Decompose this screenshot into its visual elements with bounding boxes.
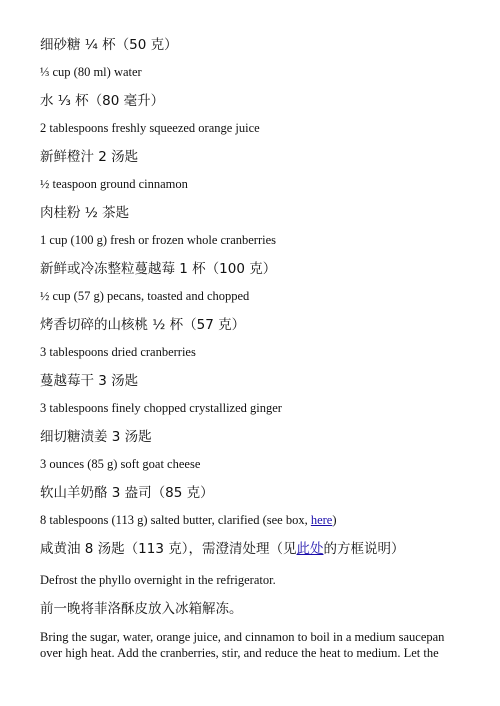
step-defrost-en: Defrost the phyllo overnight in the refrigerator. xyxy=(40,573,276,587)
ingredient-cranberries-en: 1 cup (100 g) fresh or frozen whole cranberries xyxy=(40,233,277,247)
butter-en-close: ) xyxy=(332,513,337,527)
ingredient-cinnamon-zh: 肉桂粉 ½ 茶匙 xyxy=(40,205,130,221)
here-link-zh[interactable]: 此处 xyxy=(296,541,324,557)
butter-zh-close: 的方框说明） xyxy=(323,541,405,557)
ingredient-goat-cheese-en: 3 ounces (85 g) soft goat cheese xyxy=(40,457,201,471)
ingredient-cinnamon-en: ½ teaspoon ground cinnamon xyxy=(40,177,188,191)
ingredient-pecans-en: ½ cup (57 g) pecans, toasted and chopped xyxy=(40,289,250,303)
ingredient-cranberries-zh: 新鲜或冷冻整粒蔓越莓 1 杯（100 克） xyxy=(40,261,277,277)
ingredient-ginger-en: 3 tablespoons finely chopped crystallized ginger xyxy=(40,401,282,415)
ingredient-orange-juice-zh: 新鲜橙汁 2 汤匙 xyxy=(40,149,139,165)
ingredient-goat-cheese-zh: 软山羊奶酪 3 盎司（85 克） xyxy=(40,485,214,501)
ingredient-sugar-zh: 细砂糖 ¼ 杯（50 克） xyxy=(40,37,178,53)
ingredient-ginger-zh: 细切糖渍姜 3 汤匙 xyxy=(40,429,152,445)
butter-en-text: 8 tablespoons (113 g) salted butter, clarified (see box, xyxy=(40,513,311,527)
butter-zh-text: 咸黄油 8 汤匙（113 克），需澄清处理（见 xyxy=(40,541,297,557)
ingredient-dried-cranberries-zh: 蔓越莓干 3 汤匙 xyxy=(40,373,139,389)
ingredient-orange-juice-en: 2 tablespoons freshly squeezed orange juice xyxy=(40,121,260,135)
step-defrost-zh: 前一晚将菲洛酥皮放入冰箱解冻。 xyxy=(40,601,243,617)
step-boil-en: Bring the sugar, water, orange juice, and cinnamon to boil in a medium saucepan over high heat. Add the cranberries, stir, and reduce the heat to medium. Let the xyxy=(40,630,445,660)
ingredient-dried-cranberries-en: 3 tablespoons dried cranberries xyxy=(40,345,196,359)
ingredient-butter-en xyxy=(40,512,337,528)
ingredient-pecans-zh: 烤香切碎的山核桃 ½ 杯（57 克） xyxy=(40,317,246,333)
here-link[interactable]: here xyxy=(310,513,333,527)
ingredient-water-en: ⅓ cup (80 ml) water xyxy=(40,65,142,79)
ingredient-water-zh: 水 ⅓ 杯（80 毫升） xyxy=(40,93,165,109)
ingredient-butter-zh xyxy=(40,540,404,558)
